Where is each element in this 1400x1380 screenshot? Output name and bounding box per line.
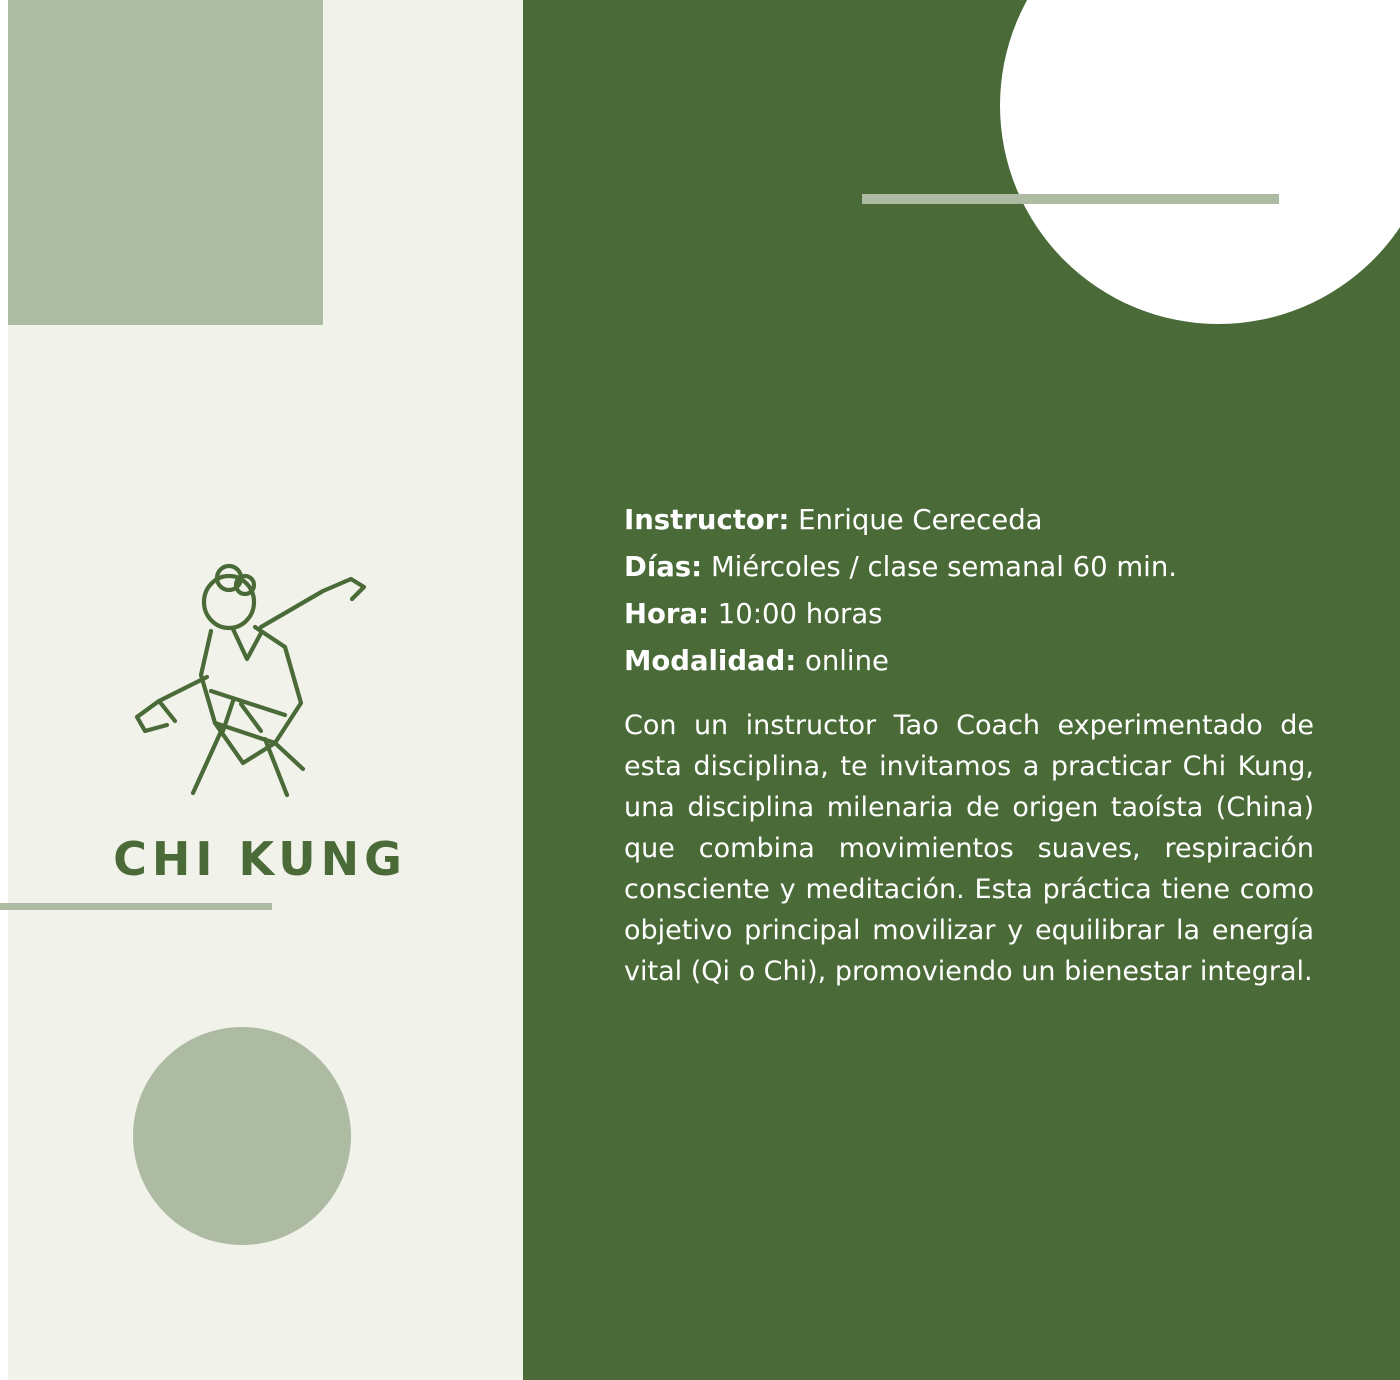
left-edge-strip xyxy=(0,0,8,1380)
detail-instructor xyxy=(624,497,1314,544)
logo-block xyxy=(60,555,460,886)
decorative-top-rule xyxy=(862,194,1279,204)
decorative-underline xyxy=(0,903,272,910)
class-details xyxy=(624,497,1314,1019)
description-paragraph: Con un instructor Tao Coach experimentado de esta disciplina, te invitamos a practicar Chi Kung, una disciplina milenaria de origen taoísta (China) que combina movimientos suaves, respiración consciente y meditación. Esta práctica tiene como objetivo principal movilizar y equilibrar la energía vital (Qi o Chi), promoviendo un bienestar integral. xyxy=(624,710,1314,987)
detail-modality-label: Modalidad: xyxy=(624,645,797,677)
detail-days-label: Días: xyxy=(624,551,703,583)
detail-instructor-value: Enrique Cereceda xyxy=(798,504,1043,536)
left-panel xyxy=(0,0,523,1380)
detail-days-value: Miércoles / clase semanal 60 min. xyxy=(710,551,1177,583)
detail-time xyxy=(624,591,1314,638)
detail-modality-value: online xyxy=(805,645,889,677)
qigong-figure-icon xyxy=(60,555,460,810)
detail-time-value: 10:00 horas xyxy=(717,598,883,630)
detail-time-label: Hora: xyxy=(624,598,710,630)
decorative-square xyxy=(8,0,323,325)
detail-modality xyxy=(624,638,1314,685)
detail-days xyxy=(624,544,1314,591)
logo-title: CHI KUNG xyxy=(113,832,407,886)
decorative-blob xyxy=(1000,0,1400,324)
decorative-circle xyxy=(133,1027,351,1245)
right-panel xyxy=(523,0,1400,1380)
detail-instructor-label: Instructor: xyxy=(624,504,790,536)
